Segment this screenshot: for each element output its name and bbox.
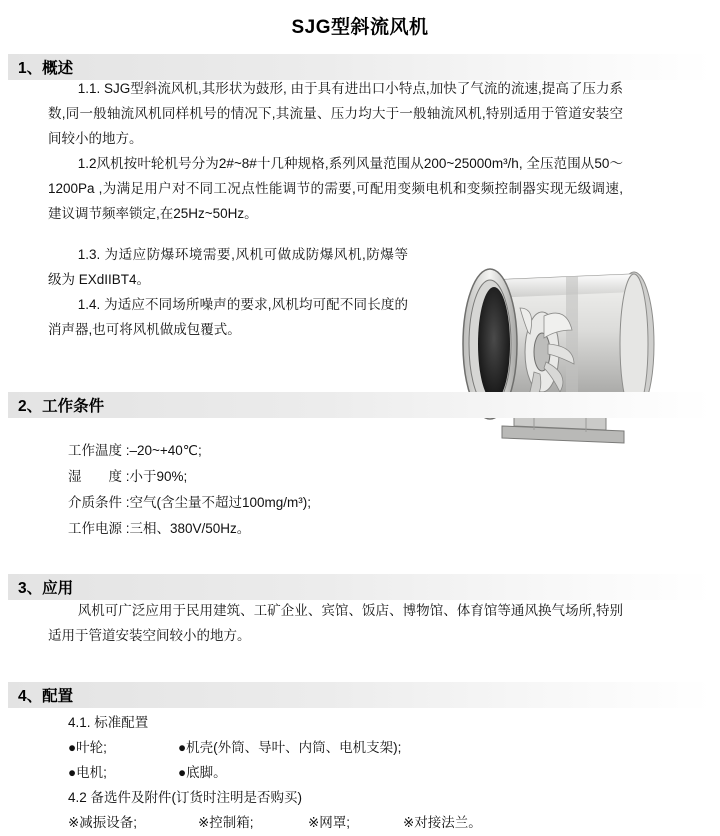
configuration-optional-row xyxy=(68,810,643,835)
overview-text-block-2 xyxy=(48,242,408,342)
configuration-row-2 xyxy=(68,760,643,785)
configuration-standard-label: 4.1. 标准配置 xyxy=(68,715,149,730)
overview-paragraph-2: 1.2风机按叶轮机号分为2#~8#十几种规格,系列风量范围从200~25000m³/h, 全压范围从50～1200Pa ,为满足用户对不同工况点性能调节的需要,可配用变频电机和变频控制器实现无级调速, 建议调节频率锁定,在25Hz~50Hz。 xyxy=(48,156,623,221)
section-heading-overview: 1、概述 xyxy=(8,54,712,80)
configuration-item-motor: ●电机; xyxy=(68,765,107,780)
section-heading-container-configuration xyxy=(0,668,720,708)
configuration-block xyxy=(68,710,643,835)
section-heading-conditions: 2、工作条件 xyxy=(8,392,712,418)
configuration-item-casing: ●机壳(外筒、导叶、内筒、电机支架); xyxy=(178,740,402,755)
conditions-list xyxy=(68,438,588,542)
condition-line-medium: 介质条件 :空气(含尘量不超过100mg/m³); xyxy=(68,495,312,510)
condition-line-temperature: 工作温度 :–20~+40℃; xyxy=(68,443,202,458)
page-title: SJG型斜流风机 xyxy=(291,17,429,38)
overview-text-block xyxy=(48,76,623,226)
section-heading-application: 3、应用 xyxy=(8,574,712,600)
overview-paragraph-3: 1.3. 为适应防爆环境需要,风机可做成防爆风机,防爆等级为 EXdIIBT4。 xyxy=(48,247,408,287)
overview-paragraph-4: 1.4. 为适应不同场所噪声的要求,风机均可配不同长度的消声器,也可将风机做成包覆式。 xyxy=(48,297,408,337)
application-text-block xyxy=(48,598,623,648)
configuration-item-impeller: ●叶轮; xyxy=(68,740,107,755)
product-photo xyxy=(438,240,682,462)
section-heading-configuration: 4、配置 xyxy=(8,682,712,708)
optional-item-flange: ※对接法兰。 xyxy=(403,815,482,830)
overview-paragraph-1: 1.1. SJG型斜流风机,其形状为鼓形, 由于具有进出口小特点,加快了气流的流速,提高了压力系数,同一般轴流风机同样机号的情况下,其流量、压力均大于一般轴流风机,特别适用于管道安装空间较小的地方。 xyxy=(48,81,623,146)
configuration-optional-label: 4.2 备选件及附件(订货时注明是否购买) xyxy=(68,790,303,805)
condition-line-power: 工作电源 :三相、380V/50Hz。 xyxy=(68,521,251,536)
configuration-item-base: ●底脚。 xyxy=(178,765,227,780)
title-container xyxy=(0,0,720,39)
optional-item-mesh-guard: ※网罩; xyxy=(308,815,351,830)
condition-line-humidity: 湿 度 :小于90%; xyxy=(68,469,188,484)
section-heading-container-conditions xyxy=(0,378,720,418)
configuration-row-1 xyxy=(68,735,643,760)
section-heading-container-application xyxy=(0,560,720,600)
optional-item-control-box: ※控制箱; xyxy=(198,815,254,830)
section-heading-container-overview xyxy=(0,38,720,80)
optional-item-damping: ※减振设备; xyxy=(68,815,138,830)
application-paragraph: 风机可广泛应用于民用建筑、工矿企业、宾馆、饭店、博物馆、体育馆等通风换气场所,特别适用于管道安装空间较小的地方。 xyxy=(48,603,623,643)
